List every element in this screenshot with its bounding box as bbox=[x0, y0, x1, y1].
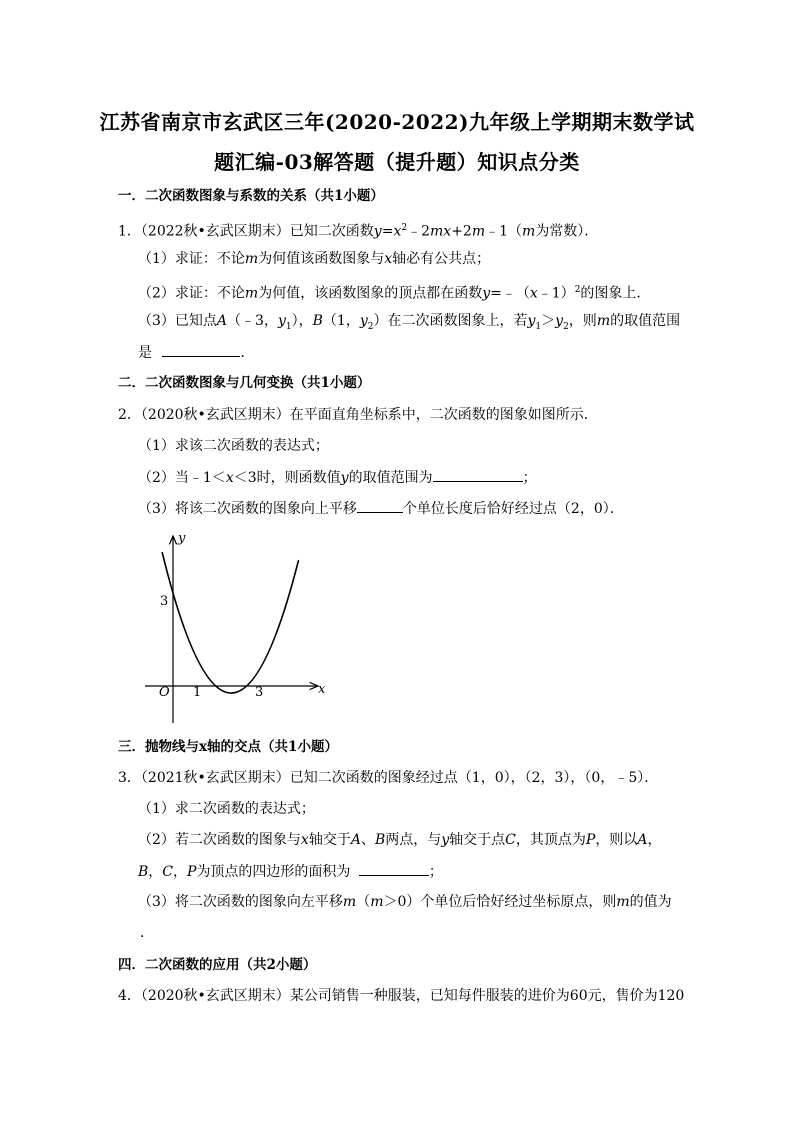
section-heading-3: 三．抛物线与x轴的交点（共1小题） bbox=[118, 739, 338, 755]
q1-part2: （2）求证：不论m为何值，该函数图象的顶点都在函数y=﹣（x﹣1）$^2$的图象上． bbox=[138, 285, 651, 302]
q3-part3: （3）将二次函数的图象向左平移m（m＞0）个单位后恰好经过坐标原点，则m的值为 bbox=[138, 894, 672, 910]
tick-label-x-1: 1 bbox=[193, 685, 202, 700]
y-axis-label: y bbox=[178, 531, 186, 546]
q3-part2: （2）若二次函数的图象与x轴交于A、B两点，与y轴交于点C，其顶点为P，则以A， bbox=[138, 832, 662, 848]
q1-part1: （1）求证：不论m为何值该函数图象与x轴必有公共点； bbox=[138, 251, 491, 267]
tick-label-x-3: 3 bbox=[255, 685, 264, 700]
parabola-graph bbox=[140, 528, 340, 728]
q3-part2-cont: B，C，P为顶点的四边形的面积为 ； bbox=[138, 861, 443, 882]
x-axis-label: x bbox=[318, 682, 326, 697]
origin-label: O bbox=[159, 685, 170, 700]
answer-blank[interactable] bbox=[433, 467, 523, 482]
tick-label-y-3: 3 bbox=[160, 594, 169, 609]
q2-part2: （2）当﹣1＜x＜3时，则函数值y的取值范围为 ； bbox=[138, 467, 537, 488]
answer-blank[interactable] bbox=[359, 861, 429, 876]
section-heading-1: 一．二次函数图象与系数的关系（共1小题） bbox=[118, 188, 384, 204]
q4-stem: 4．（2020秋•玄武区期末）某公司销售一种服装，已知每件服装的进价为60元，售价为120 bbox=[118, 988, 685, 1004]
q1-stem: 1．（2022秋•玄武区期末）已知二次函数$y=x^2﹣2mx+2m﹣1(m$为常数）． bbox=[118, 223, 599, 240]
q2-part3: （3）将该二次函数的图象向上平移 个单位长度后恰好经过点（2，0）． bbox=[138, 498, 624, 519]
q2-part1: （1）求该二次函数的表达式； bbox=[138, 438, 329, 454]
q1-part3-answer: 是 ． bbox=[138, 342, 254, 363]
q3-part1: （1）求二次函数的表达式； bbox=[138, 801, 315, 817]
document-title-line2: 题汇编-03解答题（提升题）知识点分类 bbox=[214, 150, 580, 174]
q2-stem: 2．（2020秋•玄武区期末）在平面直角坐标系中，二次函数的图象如图所示． bbox=[118, 407, 598, 423]
section-heading-2: 二．二次函数图象与几何变换（共1小题） bbox=[118, 375, 371, 391]
parabola-curve bbox=[162, 552, 299, 693]
section-heading-4: 四．二次函数的应用（共2小题） bbox=[118, 957, 317, 973]
q3-part3-end: ． bbox=[140, 925, 154, 941]
answer-blank[interactable] bbox=[357, 498, 403, 513]
q1-part3: （3）已知点A（﹣3，$y_1$），B（1，$y_2$）在二次函数图象上，若$y_1>y_2$，则m的取值范围 bbox=[138, 313, 681, 332]
answer-blank[interactable] bbox=[162, 342, 240, 357]
document-title-line1: 江苏省南京市玄武区三年(2020-2022)九年级上学期期末数学试 bbox=[99, 110, 695, 134]
q3-stem: 3．（2021秋•玄武区期末）已知二次函数的图象经过点（1，0），（2，3），（0，﹣5）． bbox=[118, 770, 659, 786]
